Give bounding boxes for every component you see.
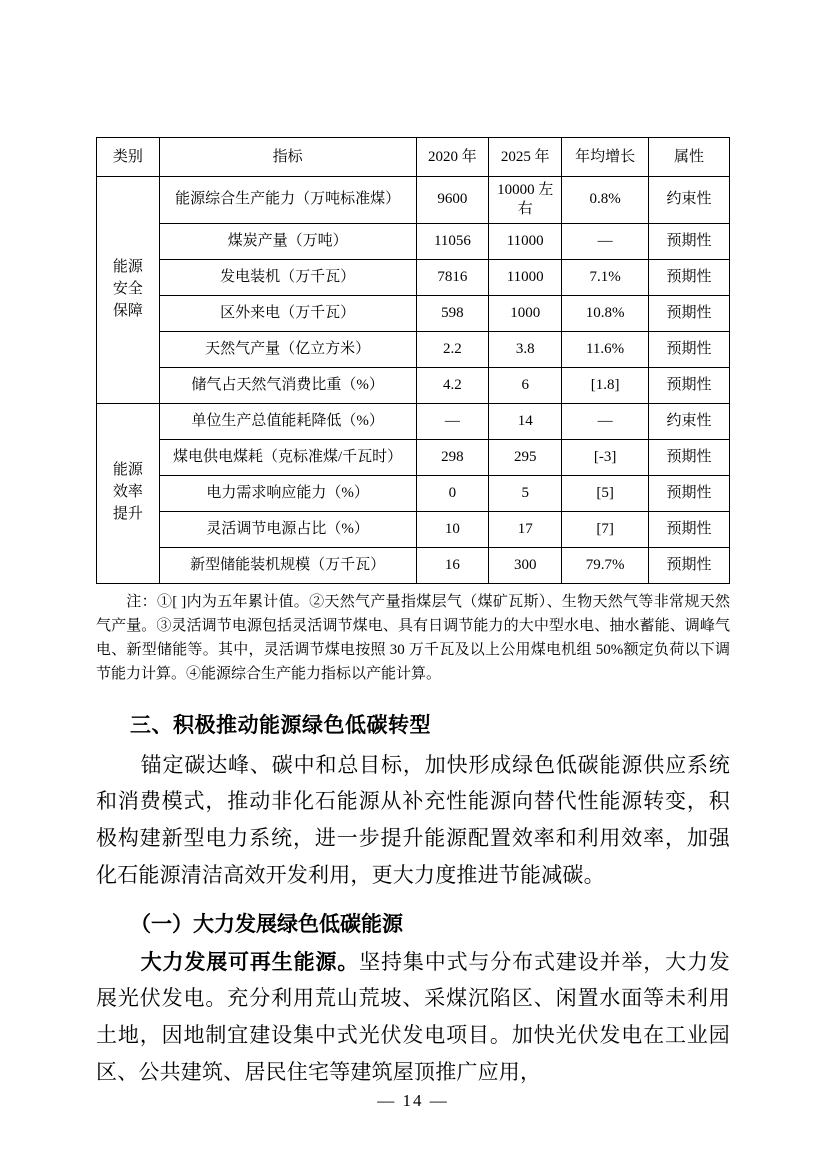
table-row (97, 403, 730, 439)
value-2020-cell: 16 (416, 547, 489, 583)
category-line: 能源 (112, 462, 143, 479)
attribute-cell: 预期性 (649, 547, 730, 583)
indicator-cell: 区外来电（万千瓦） (159, 295, 416, 331)
table-header-row (97, 138, 730, 177)
value-2025-cell: 1000 (489, 295, 562, 331)
category-cell-energy-security (97, 177, 160, 404)
growth-cell: [5] (562, 475, 649, 511)
table-header-cell: 2025 年 (489, 138, 562, 177)
table-row (97, 439, 730, 475)
growth-cell: 11.6% (562, 331, 649, 367)
growth-cell: 79.7% (562, 547, 649, 583)
growth-cell: — (562, 403, 649, 439)
value-2025-cell: 17 (489, 511, 562, 547)
value-2025-cell: 11000 (489, 223, 562, 259)
value-2025-cell: 300 (489, 547, 562, 583)
paragraph-runin-title: 大力发展可再生能源。 (140, 949, 360, 974)
indicator-cell: 煤电供电煤耗（克标准煤/千瓦时） (159, 439, 416, 475)
indicator-cell: 单位生产总值能耗降低（%） (159, 403, 416, 439)
page-number: — 14 — (377, 1091, 449, 1110)
note-label: 注： (126, 593, 157, 610)
growth-cell: [1.8] (562, 367, 649, 403)
value-2025-cell: 11000 (489, 259, 562, 295)
value-2025-cell: 14 (489, 403, 562, 439)
attribute-cell: 预期性 (649, 223, 730, 259)
table-header-cell: 类别 (97, 138, 160, 177)
growth-cell: 7.1% (562, 259, 649, 295)
section-heading: 三、积极推动能源绿色低碳转型 (130, 712, 431, 737)
paragraph-text: 锚定碳达峰、碳中和总目标，加快形成绿色低碳能源供应系统和消费模式，推动非化石能源从补充性能源向替代性能源转变，积极构建新型电力系统，进一步提升能源配置效率和利用效率，加强化石能源清洁高效开发利用，更大力度推进节能减碳。 (96, 752, 730, 887)
table-body (97, 177, 730, 584)
indicator-table-wrapper (96, 137, 730, 584)
attribute-cell: 预期性 (649, 295, 730, 331)
value-2020-cell: 4.2 (416, 367, 489, 403)
category-cell-energy-efficiency (97, 403, 160, 583)
category-line: 提升 (112, 505, 143, 522)
growth-cell: — (562, 223, 649, 259)
value-2025-cell: 10000 左右 (489, 177, 562, 224)
table-head (97, 138, 730, 177)
growth-cell: [-3] (562, 439, 649, 475)
indicator-cell: 储气占天然气消费比重（%） (159, 367, 416, 403)
value-2020-cell: 9600 (416, 177, 489, 224)
value-2020-cell: 598 (416, 295, 489, 331)
paragraph-transition (96, 747, 730, 894)
indicator-cell: 能源综合生产能力（万吨标准煤） (159, 177, 416, 224)
attribute-cell: 预期性 (649, 367, 730, 403)
value-2020-cell: — (416, 403, 489, 439)
growth-cell: [7] (562, 511, 649, 547)
indicator-cell: 灵活调节电源占比（%） (159, 511, 416, 547)
value-2020-cell: 2.2 (416, 331, 489, 367)
value-2020-cell: 7816 (416, 259, 489, 295)
table-row (97, 511, 730, 547)
indicator-table (96, 137, 730, 584)
table-row (97, 259, 730, 295)
table-header-cell: 属性 (649, 138, 730, 177)
table-row (97, 223, 730, 259)
attribute-cell: 预期性 (649, 439, 730, 475)
category-line: 效率 (112, 484, 143, 501)
value-2020-cell: 11056 (416, 223, 489, 259)
attribute-cell: 约束性 (649, 177, 730, 224)
paragraph-text: 坚持集中式与分布式建设并举，大力发展光伏发电。充分利用荒山荒坡、采煤沉陷区、闲置水面等未利用土地，因地制宜建设集中式光伏发电项目。加快光伏发电在工业园区、公共建筑、居民住宅等建筑屋顶推广应用， (96, 949, 730, 1084)
attribute-cell: 预期性 (649, 331, 730, 367)
indicator-cell: 电力需求响应能力（%） (159, 475, 416, 511)
table-row (97, 295, 730, 331)
indicator-cell: 发电装机（万千瓦） (159, 259, 416, 295)
indicator-cell: 天然气产量（亿立方米） (159, 331, 416, 367)
growth-cell: 10.8% (562, 295, 649, 331)
table-row (97, 331, 730, 367)
table-row (97, 475, 730, 511)
table-header-cell: 2020 年 (416, 138, 489, 177)
table-row (97, 367, 730, 403)
value-2020-cell: 10 (416, 511, 489, 547)
table-note (96, 590, 730, 687)
value-2025-cell: 6 (489, 367, 562, 403)
table-row (97, 177, 730, 224)
table-header-cell: 指标 (159, 138, 416, 177)
indicator-cell: 新型储能装机规模（万千瓦） (159, 547, 416, 583)
note-text: ①[ ]内为五年累计值。②天然气产量指煤层气（煤矿瓦斯）、生物天然气等非常规天然气产量。③灵活调节电源包括灵活调节煤电、具有日调节能力的大中型水电、抽水蓄能、调峰气电、新型储能等。其中，灵活调节煤电按照 30 万千瓦及以上公用煤电机组 50%额定负荷以下调节能力计算。④能源综合生产能力指标以产能计算。 (96, 593, 730, 683)
attribute-cell: 预期性 (649, 259, 730, 295)
table-row (97, 547, 730, 583)
value-2025-cell: 5 (489, 475, 562, 511)
indicator-cell: 煤炭产量（万吨） (159, 223, 416, 259)
growth-cell: 0.8% (562, 177, 649, 224)
table-header-cell: 年均增长 (562, 138, 649, 177)
attribute-cell: 预期性 (649, 475, 730, 511)
value-2025-cell: 3.8 (489, 331, 562, 367)
attribute-cell: 约束性 (649, 403, 730, 439)
attribute-cell: 预期性 (649, 511, 730, 547)
subsection-heading: （一）大力发展绿色低碳能源 (130, 911, 403, 936)
value-2020-cell: 298 (416, 439, 489, 475)
category-line: 安全 (112, 280, 143, 297)
category-line: 保障 (112, 302, 143, 319)
value-2025-cell: 295 (489, 439, 562, 475)
paragraph-renewable (96, 944, 730, 1091)
value-2020-cell: 0 (416, 475, 489, 511)
category-line: 能源 (112, 259, 143, 276)
